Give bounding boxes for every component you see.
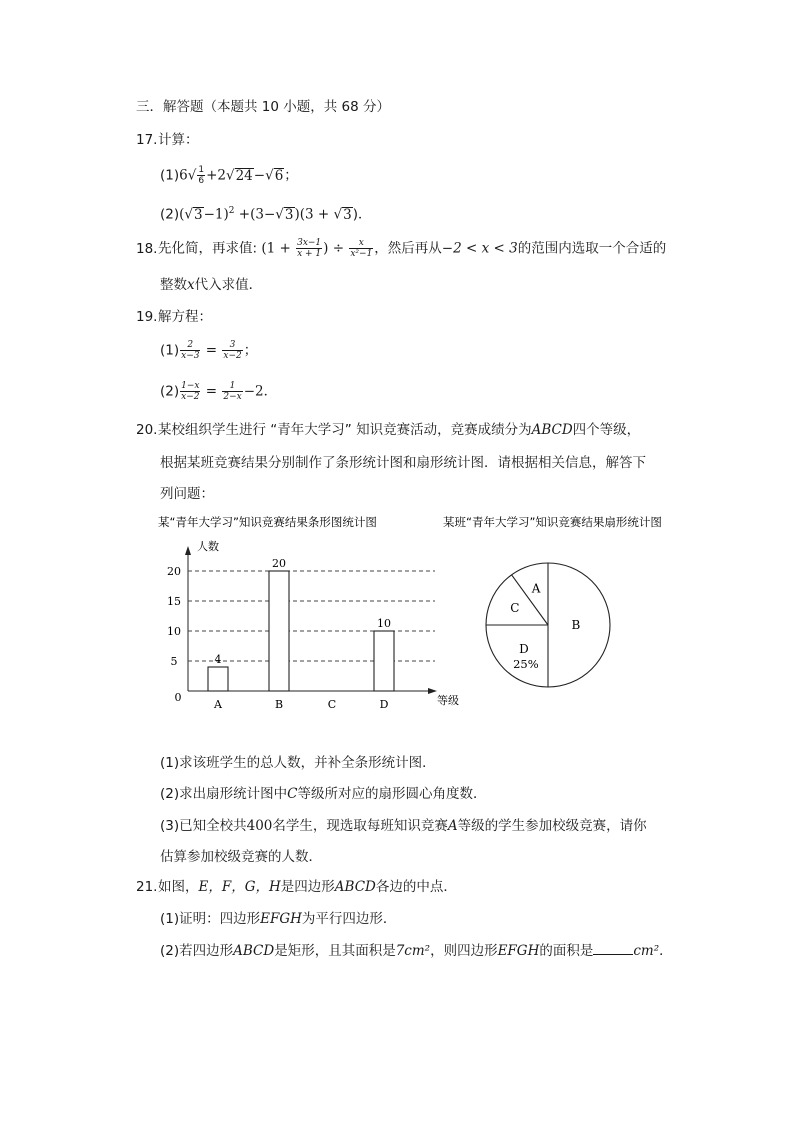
- bar-value-label: 10: [377, 617, 391, 630]
- x-tick-label: A: [214, 698, 222, 711]
- pie-chart-title: 某班“青年大学习”知识竞赛结果扇形统计图: [443, 515, 662, 529]
- bar-A: [208, 667, 228, 691]
- q19-stem: 19.解方程：: [136, 309, 212, 325]
- bar-B: [269, 571, 289, 691]
- x-axis-arrow: [428, 688, 437, 694]
- q18-number: 18.: [136, 240, 158, 257]
- q18-line1: 18.先化简，再求值: (1 + $\frac{3x-1}{x + 1}$ ) ÷ $\frac{x}{\text{x²−1}}$ ，然后再从−2 < x < 3的范围内选取一个合适的: [136, 238, 667, 259]
- q19-part2: (2) $\frac{1-x}{x-2}$ = $\frac{1}{2-x}$ −2．: [160, 381, 278, 402]
- pie-label-B: B: [571, 618, 581, 632]
- q20-line3: 列问题：: [160, 486, 214, 502]
- pie-percent-label: 25%: [513, 657, 539, 672]
- pie-label-A: A: [531, 581, 541, 596]
- y-tick-label: 10: [167, 625, 181, 638]
- q17-p1-rad1: 24: [235, 167, 253, 184]
- q17-stem-text: 计算：: [158, 132, 199, 148]
- q21-line1: 21.如图，E，F，G，H是四边形ABCD各边的中点．: [136, 879, 457, 895]
- y-axis-arrow: [185, 546, 191, 555]
- bar-chart-xlabel: 等级: [437, 694, 459, 707]
- q18-range: −2 < x < 3: [441, 240, 518, 257]
- q18-frac2: $\frac{x}{\text{x²−1}}$: [350, 238, 373, 259]
- bar-chart: [150, 508, 459, 718]
- q17-p2-label: (2): [160, 206, 180, 223]
- q21-part2: (2)若四边形ABCD是矩形，且其面积是7cm²，则四边形EFGH的面积是 cm²．: [160, 943, 673, 959]
- q17-p1-frac: $\frac{1}{6}$: [198, 165, 205, 186]
- q19-part1: (1) $\frac{2}{x-3}$ = $\frac{3}{x-2}$ ；: [160, 340, 258, 361]
- q18-frac1: $\frac{3x-1}{x + 1}$: [297, 238, 322, 259]
- answer-blank[interactable]: [593, 942, 633, 955]
- q20-part2: (2)求出扇形统计图中C等级所对应的扇形圆心角度数．: [160, 786, 487, 802]
- section-title: 三．解答题（本题共 10 小题，共 68 分）: [136, 99, 391, 115]
- pie-label-C: C: [510, 601, 520, 616]
- q20-part1: (1)求该班学生的总人数，并补全条形统计图．: [160, 755, 436, 771]
- q21-part1: (1)证明：四边形EFGH为平行四边形．: [160, 911, 397, 927]
- x-tick-label: B: [274, 698, 284, 711]
- pie-chart: [440, 508, 694, 698]
- q17-stem: [136, 131, 199, 149]
- bar-value-label: 20: [272, 557, 286, 570]
- q19-number: 19.: [136, 309, 158, 325]
- q17-p1-label: (1): [160, 167, 180, 184]
- q17-p1-rad2: 6: [274, 167, 284, 184]
- q17-number: 17.: [136, 132, 158, 148]
- q20-number: 20.: [136, 422, 158, 438]
- x-tick-label: D: [379, 698, 389, 711]
- bar-value-label: 4: [214, 653, 222, 666]
- q20-part3-line2: 估算参加校级竞赛的人数．: [160, 849, 322, 865]
- bar-chart-title: 某“青年大学习”知识竞赛结果条形图统计图: [158, 515, 377, 529]
- bar-chart-ylabel: 人数: [197, 540, 219, 553]
- bar-D: [374, 631, 394, 691]
- y-tick-label: 5: [170, 655, 178, 668]
- q17-part1: (1)6√ $\frac{1}{6}$ +2√24−√6；: [160, 165, 298, 186]
- q21-number: 21.: [136, 879, 158, 895]
- q17-part2: $(2)(√3-1)^2 +(3-√3)(3 + √3)$．: [160, 206, 372, 223]
- q18-line2: 整数x代入求值．: [160, 277, 263, 293]
- y-tick-label: 15: [167, 595, 181, 608]
- y-tick-label: 0: [174, 691, 182, 704]
- pie-label-D: D: [519, 642, 529, 657]
- q20-part3: (3)已知全校共400名学生，现选取每班知识竞赛A等级的学生参加校级竞赛，请你: [160, 818, 647, 834]
- x-tick-label: C: [327, 698, 337, 711]
- q20-line2: 根据某班竞赛结果分别制作了条形统计图和扇形统计图．请根据相关信息，解答下: [160, 455, 646, 471]
- q20-line1: 20.某校组织学生进行 “青年大学习” 知识竞赛活动，竞赛成绩分为ABCD四个等级，: [136, 422, 641, 438]
- q17-p1-coef: 6: [179, 167, 188, 184]
- y-tick-label: 20: [167, 565, 181, 578]
